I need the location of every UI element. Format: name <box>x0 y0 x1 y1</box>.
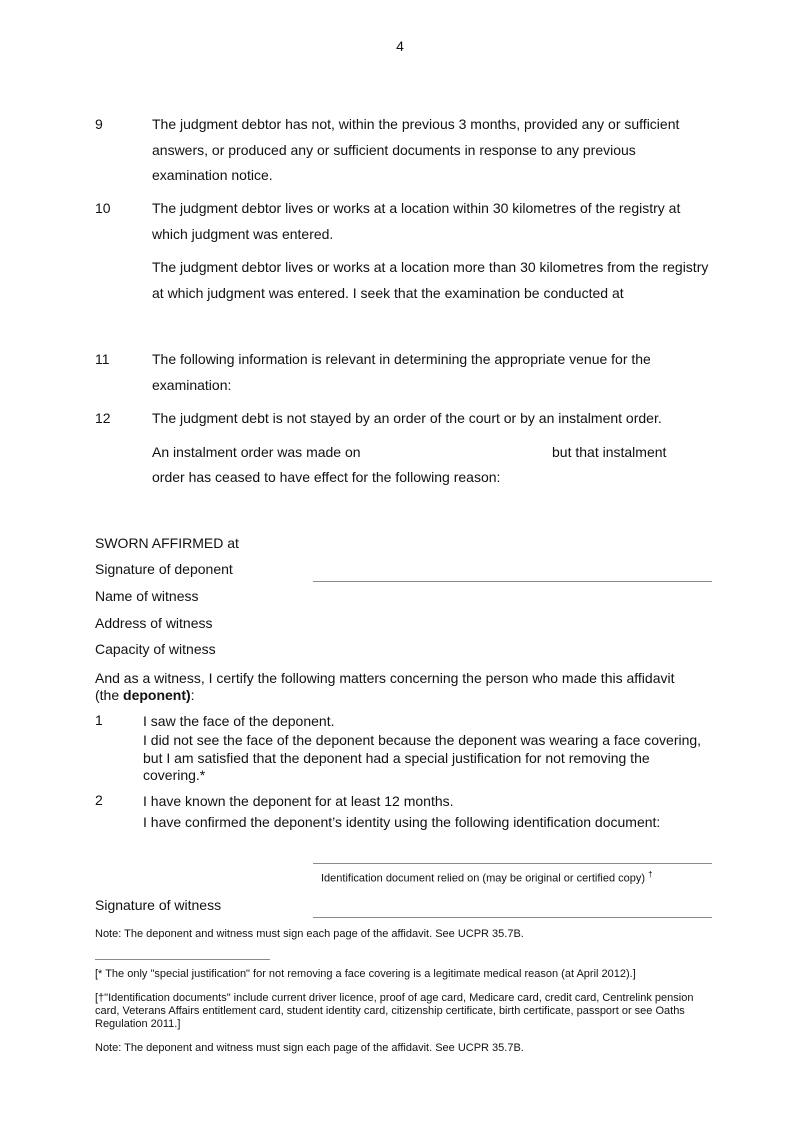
page-number: 4 <box>396 38 404 54</box>
capacity-of-witness-label: Capacity of witness <box>95 641 216 657</box>
paragraph-text: The following information is relevant in determining the appropriate venue for the examination: <box>152 351 651 393</box>
paragraph-text: The judgment debt is not stayed by an order of the court or by an instalment order. <box>152 410 662 426</box>
footnote-separator <box>95 959 270 960</box>
certification-intro-end: : <box>190 686 195 703</box>
instalment-order-start: An instalment order was made on <box>152 444 361 460</box>
footnote-special-justification: [* The only "special justification" for not removing a face covering is a legitimate medical reason (at April 2012).] <box>95 968 636 980</box>
signature-of-deponent-label: Signature of deponent <box>95 561 233 577</box>
signing-note: Note: The deponent and witness must sign each page of the affidavit. See UCPR 35.7B. <box>95 928 524 940</box>
identification-document-line <box>313 863 712 864</box>
paragraph-number: 10 <box>95 200 111 216</box>
instalment-order-line <box>152 440 717 466</box>
paragraph-9 <box>95 112 715 189</box>
certification-item-1a: I saw the face of the deponent. <box>143 713 335 729</box>
certification-item-number: 1 <box>95 712 103 728</box>
witness-signature-line <box>313 917 712 918</box>
paragraph-12 <box>95 406 715 432</box>
signature-of-witness-label: Signature of witness <box>95 897 222 913</box>
footnote-identification-documents: [†"Identification documents" include current driver licence, proof of age card, Medicare card, credit card, Centrelink pension card, Veterans Affairs entitlement card, student identity card, citizenship certificate, birth certificate, passport or see Oaths Regulation 2011.] <box>95 992 694 1030</box>
paragraph-number: 9 <box>95 116 103 132</box>
paragraph-10 <box>95 196 715 247</box>
paragraph-text: The judgment debtor lives or works at a location within 30 kilometres of the registry at which judgment was entered. <box>152 200 681 242</box>
paragraph-10-alternative: The judgment debtor lives or works at a location more than 30 kilometres from the registry at which judgment was entered. I seek that the examination be conducted at <box>152 259 709 301</box>
dagger-mark: † <box>648 870 653 879</box>
identification-document-caption <box>321 870 653 885</box>
paragraph-11 <box>95 347 715 398</box>
certification-item-2a: I have known the deponent for at least 12 months. <box>143 793 454 809</box>
certification-item-1b: I did not see the face of the deponent because the deponent was wearing a face covering, but I am satisfied that the deponent had a special justification for not removing the covering.* <box>143 732 702 783</box>
address-of-witness-label: Address of witness <box>95 615 213 631</box>
paragraph-number: 11 <box>95 351 110 367</box>
paragraph-number: 12 <box>95 410 111 426</box>
id-caption-text: Identification document relied on (may be original or certified copy) <box>321 872 646 885</box>
signing-note-repeat: Note: The deponent and witness must sign each page of the affidavit. See UCPR 35.7B. <box>95 1042 524 1054</box>
deponent-signature-line <box>313 581 712 582</box>
deponent-term: deponent) <box>123 686 191 703</box>
instalment-order-reason: order has ceased to have effect for the following reason: <box>152 469 501 485</box>
paragraph-text: The judgment debtor has not, within the previous 3 months, provided any or sufficient answers, or produced any or sufficient documents in response to any previous examination notice. <box>152 116 680 183</box>
certification-item-2b: I have confirmed the deponent’s identity using the following identification document: <box>143 814 661 830</box>
sworn-affirmed-label: SWORN AFFIRMED at <box>95 535 239 551</box>
name-of-witness-label: Name of witness <box>95 588 199 604</box>
certification-intro-text: And as a witness, I certify the following matters concerning the person who made this affidavit (the <box>95 670 675 703</box>
instalment-order-end: but that instalment <box>552 444 667 460</box>
certification-item-number: 2 <box>95 792 103 808</box>
certification-intro <box>95 670 695 703</box>
